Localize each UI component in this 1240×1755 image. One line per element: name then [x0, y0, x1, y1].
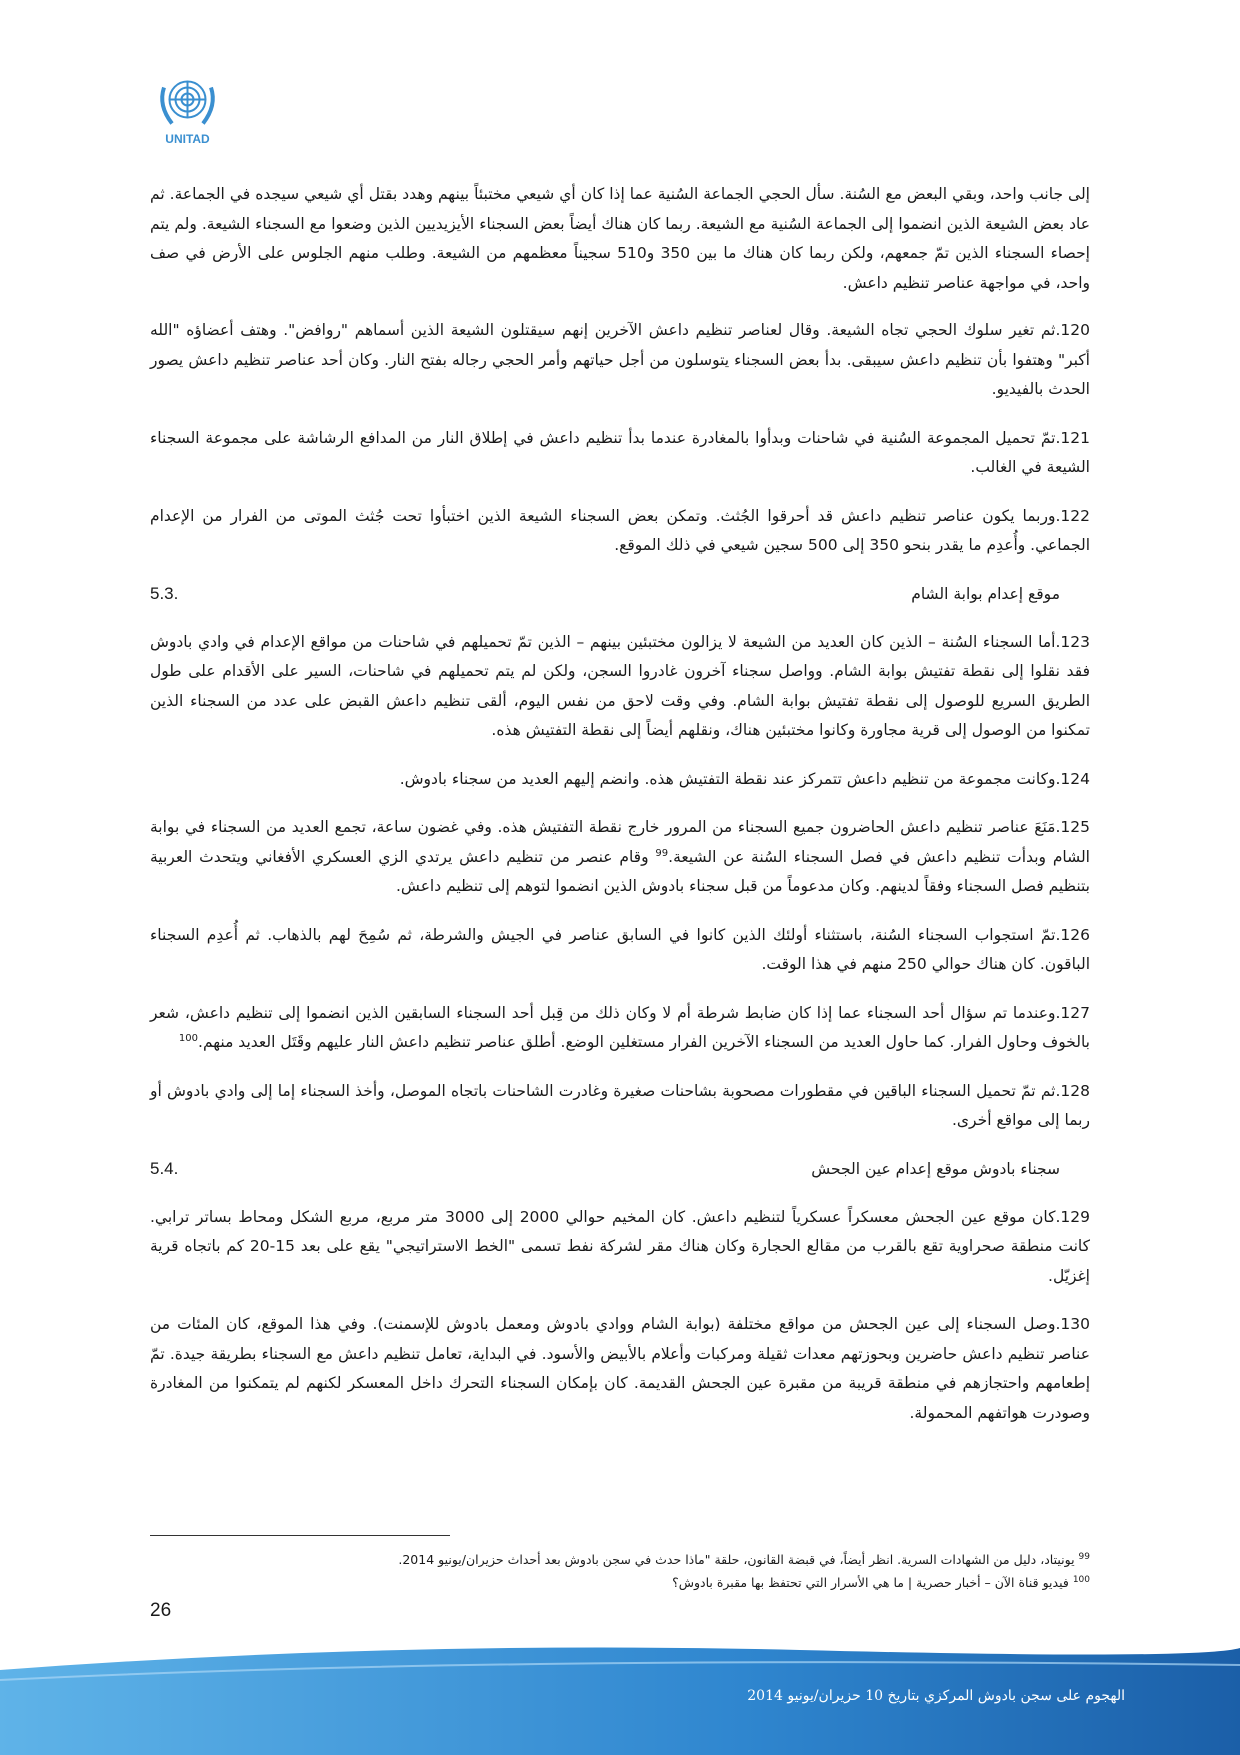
numbered-paragraph	[150, 1310, 1090, 1428]
numbered-paragraph	[150, 999, 1090, 1058]
paragraph-text: مَنَعَ عناصر تنظيم داعش الحاضرون جميع السجناء من المرور خارج نقطة التفتيش هذه. وفي غضون ساعة، تجمع العديد من السجناء في بوابة الشام وبدأت تنظيم داعش في فصل السجناء السُنة عن الشيعة.	[150, 818, 1090, 866]
section-heading-5-3	[150, 580, 1090, 608]
paragraph-number: 125.	[1055, 818, 1090, 836]
paragraph-text: أما السجناء السُنة – الذين كان العديد من الشيعة لا يزالون مختبئين بينهم – الذين تمّ تحميلهم في شاحنات من مواقع الإعدام في وادي بادوش فقد نقلوا إلى نقطة تفتيش بوابة الشام. وواصل سجناء آخرون غادروا السجن، ولكن لم يتم تحميلهم في شاحنات، السير على الأقدام على طول الطريق السريع للوصول إلى نقطة تفتيش بوابة الشام. وفي وقت لاحق من نفس اليوم، ألقى تنظيم داعش القبض على عدد من السجناء الذين تمكنوا من الوصول إلى قرية مجاورة وكانوا مختبئين هناك، ونقلهم أيضاً إلى نقطة التفتيش هذه.	[150, 632, 1090, 739]
paragraph-number: 123.	[1055, 632, 1090, 651]
footnote-divider	[150, 1535, 450, 1536]
paragraph-text: وقام عنصر من تنظيم داعش يرتدي الزي العسكري الأفغاني ويتحدث العربية بتنظيم فصل السجناء وفقاً لدينهم. وكان مدعوماً من قبل سجناء بادوش الذين انضموا لتوهم إلى تنظيم داعش.	[150, 847, 1090, 895]
numbered-paragraph	[150, 502, 1090, 561]
paragraph-text: كان موقع عين الجحش معسكراً عسكرياً لتنظيم داعش. كان المخيم حوالي 2000 إلى 3000 متر مربع، مربع الشكل ومحاط بساتر ترابي. كانت منطقة صحراوية تقع بالقرب من مقالع الحجارة وكان هناك مقر لشركة نفط تسمى "الخط الاستراتيجي" يقع على بعد 15-20 كم باتجاه قرية إغزيّل.	[150, 1207, 1091, 1285]
paragraph-number: 121.	[1055, 428, 1090, 447]
logo-text: UNITAD	[165, 132, 210, 146]
footnote-ref[interactable]: 100	[178, 1032, 199, 1044]
paragraph-number: 129.	[1055, 1207, 1090, 1226]
paragraph-text: تمّ تحميل المجموعة السُنية في شاحنات وبدأوا بالمغادرة عندما بدأ تنظيم داعش في إطلاق النار من المدافع الرشاشة على مجموعة السجناء الشيعة في الغالب.	[150, 428, 1090, 476]
footnote	[150, 1571, 1090, 1594]
numbered-paragraph	[150, 1203, 1090, 1292]
footnote-ref[interactable]: 99	[655, 847, 669, 859]
numbered-paragraph	[150, 765, 1090, 795]
paragraph-number: 128.	[1055, 1081, 1090, 1100]
footnote-number: 99	[1078, 1551, 1090, 1562]
section-title: موقع إعدام بوابة الشام	[911, 584, 1060, 603]
paragraph-text: ثم تغير سلوك الحجي تجاه الشيعة. وقال لعناصر تنظيم داعش الآخرين إنهم سيقتلون الشيعة الذين أسماهم "روافض". وهتف أعضاؤه "الله أكبر" وهتفوا بأن تنظيم داعش سيبقى. بدأ بعض السجناء يتوسلون من أجل حياتهم وأمر الحجي رجاله بفتح النار. وكان أحد عناصر تنظيم داعش يصور الحدث بالفيديو.	[150, 321, 1090, 398]
numbered-paragraph	[150, 813, 1090, 902]
paragraph-text: وربما يكون عناصر تنظيم داعش قد أحرقوا الجُثث. وتمكن بعض السجناء الشيعة الذين اختبأوا تحت جُثث الموتى من الفرار من الإعدام الجماعي. وأُعدِم ما يقدر بنحو 350 إلى 500 سجين شيعي في ذلك الموقع.	[150, 506, 1090, 554]
paragraph-text: وصل السجناء إلى عين الجحش من مواقع مختلفة (بوابة الشام ووادي بادوش ومعمل بادوش للإسمنت). وفي هذا الموقع، كان المئات من عناصر تنظيم داعش حاضرين وبحوزتهم معدات ثقيلة ومركبات وأعلام بالأبيض والأسود. في البداية، تعامل تنظيم داعش مع السجناء بطريقة جيدة. تمّ إطعامهم واحتجازهم في منطقة قريبة من مقبرة عين الجحش القديمة. كان بإمكان السجناء التحرك داخل المعسكر لكنهم لم يتمكنوا من المغادرة وصودرت هواتفهم المحمولة.	[150, 1315, 1090, 1422]
paragraph-text: وكانت مجموعة من تنظيم داعش تتمركز عند نقطة التفتيش هذه. وانضم إليهم العديد من سجناء بادوش.	[399, 769, 1056, 788]
numbered-paragraph	[150, 424, 1090, 483]
footnote-text: فيديو قناة الآن – أخبار حصرية | ما هي الأسرار التي تحتفظ بها مقبرة بادوش؟	[672, 1575, 1069, 1590]
document-body	[150, 180, 1090, 1447]
section-number: 5.3.	[150, 583, 179, 603]
numbered-paragraph	[150, 1077, 1090, 1136]
numbered-paragraph	[150, 316, 1090, 405]
paragraph-number: 122.	[1055, 506, 1090, 525]
paragraph-text: ثم تمّ تحميل السجناء الباقين في مقطورات مصحوبة بشاحنات صغيرة وغادرت الشاحنات باتجاه الموصل، وأخذ السجناء إما إلى وادي بادوش أو ربما إلى مواقع أخرى.	[150, 1081, 1090, 1129]
numbered-paragraph	[150, 921, 1090, 980]
section-heading-5-4	[150, 1155, 1090, 1183]
paragraph-number: 120.	[1055, 321, 1090, 339]
footnote-text: يونيتاد، دليل من الشهادات السرية. انظر أيضاً، في قبضة القانون، حلقة "ماذا حدث في سجن بادوش بعد أحداث حزيران/يونيو 2014.	[398, 1552, 1075, 1567]
footnotes	[150, 1548, 1090, 1594]
paragraph-number: 127.	[1055, 1003, 1090, 1022]
paragraph-number: 130.	[1055, 1315, 1090, 1333]
section-title: سجناء بادوش موقع إعدام عين الجحش	[811, 1159, 1060, 1178]
numbered-paragraph	[150, 628, 1090, 746]
section-number: 5.4.	[150, 1158, 179, 1178]
footnote	[150, 1548, 1090, 1571]
opening-paragraph: إلى جانب واحد، وبقي البعض مع السُنة. سأل الحجي الجماعة السُنية عما إذا كان أي شيعي مختبئاً بينهم وهدد بقتل أي شيعي سيجده في الجماعة. ثم عاد بعض الشيعة الذين انضموا إلى الجماعة السُنية مع الشيعة. ربما كان هناك أيضاً بعض السجناء الأيزيديين الذين وضعوا مع السجناء الشيعة. ولم يتم إحصاء السجناء الذين تمّ جمعهم، ولكن ربما كان هناك ما بين 350 و510 سجيناً معظمهم من الشيعة. وطلب منهم الجلوس على الأرض في صف واحد، في مواجهة عناصر تنظيم داعش.	[150, 185, 1090, 292]
footer-title: الهجوم على سجن بادوش المركزي بتاريخ 10 حزيران/يونيو 2014	[747, 1688, 1125, 1704]
paragraph-text: وعندما تم سؤال أحد السجناء عما إذا كان ضابط شرطة أم لا وكان ذلك من قِبل أحد السجناء السابقين الذين انضموا إلى تنظيم داعش، شعر بالخوف وحاول الفرار. كما حاول العديد من السجناء الآخرين الفرار مستغلين الوضع. أطلق عناصر تنظيم داعش النار عليهم وقَتَل العديد منهم.	[150, 1003, 1090, 1051]
footnote-number: 100	[1072, 1574, 1090, 1585]
page-number: 26	[150, 1600, 172, 1621]
paragraph-number: 124.	[1055, 769, 1090, 788]
paragraph-text: تمّ استجواب السجناء السُنة، باستثناء أولئك الذين كانوا في السابق عناصر في الجيش والشرطة، ثم سُمِحَ لهم بالذهاب. ثم أُعدِم السجناء الباقون. كان هناك حوالي 250 منهم في هذا الوقت.	[150, 925, 1090, 973]
paragraph-number: 126.	[1055, 925, 1090, 944]
